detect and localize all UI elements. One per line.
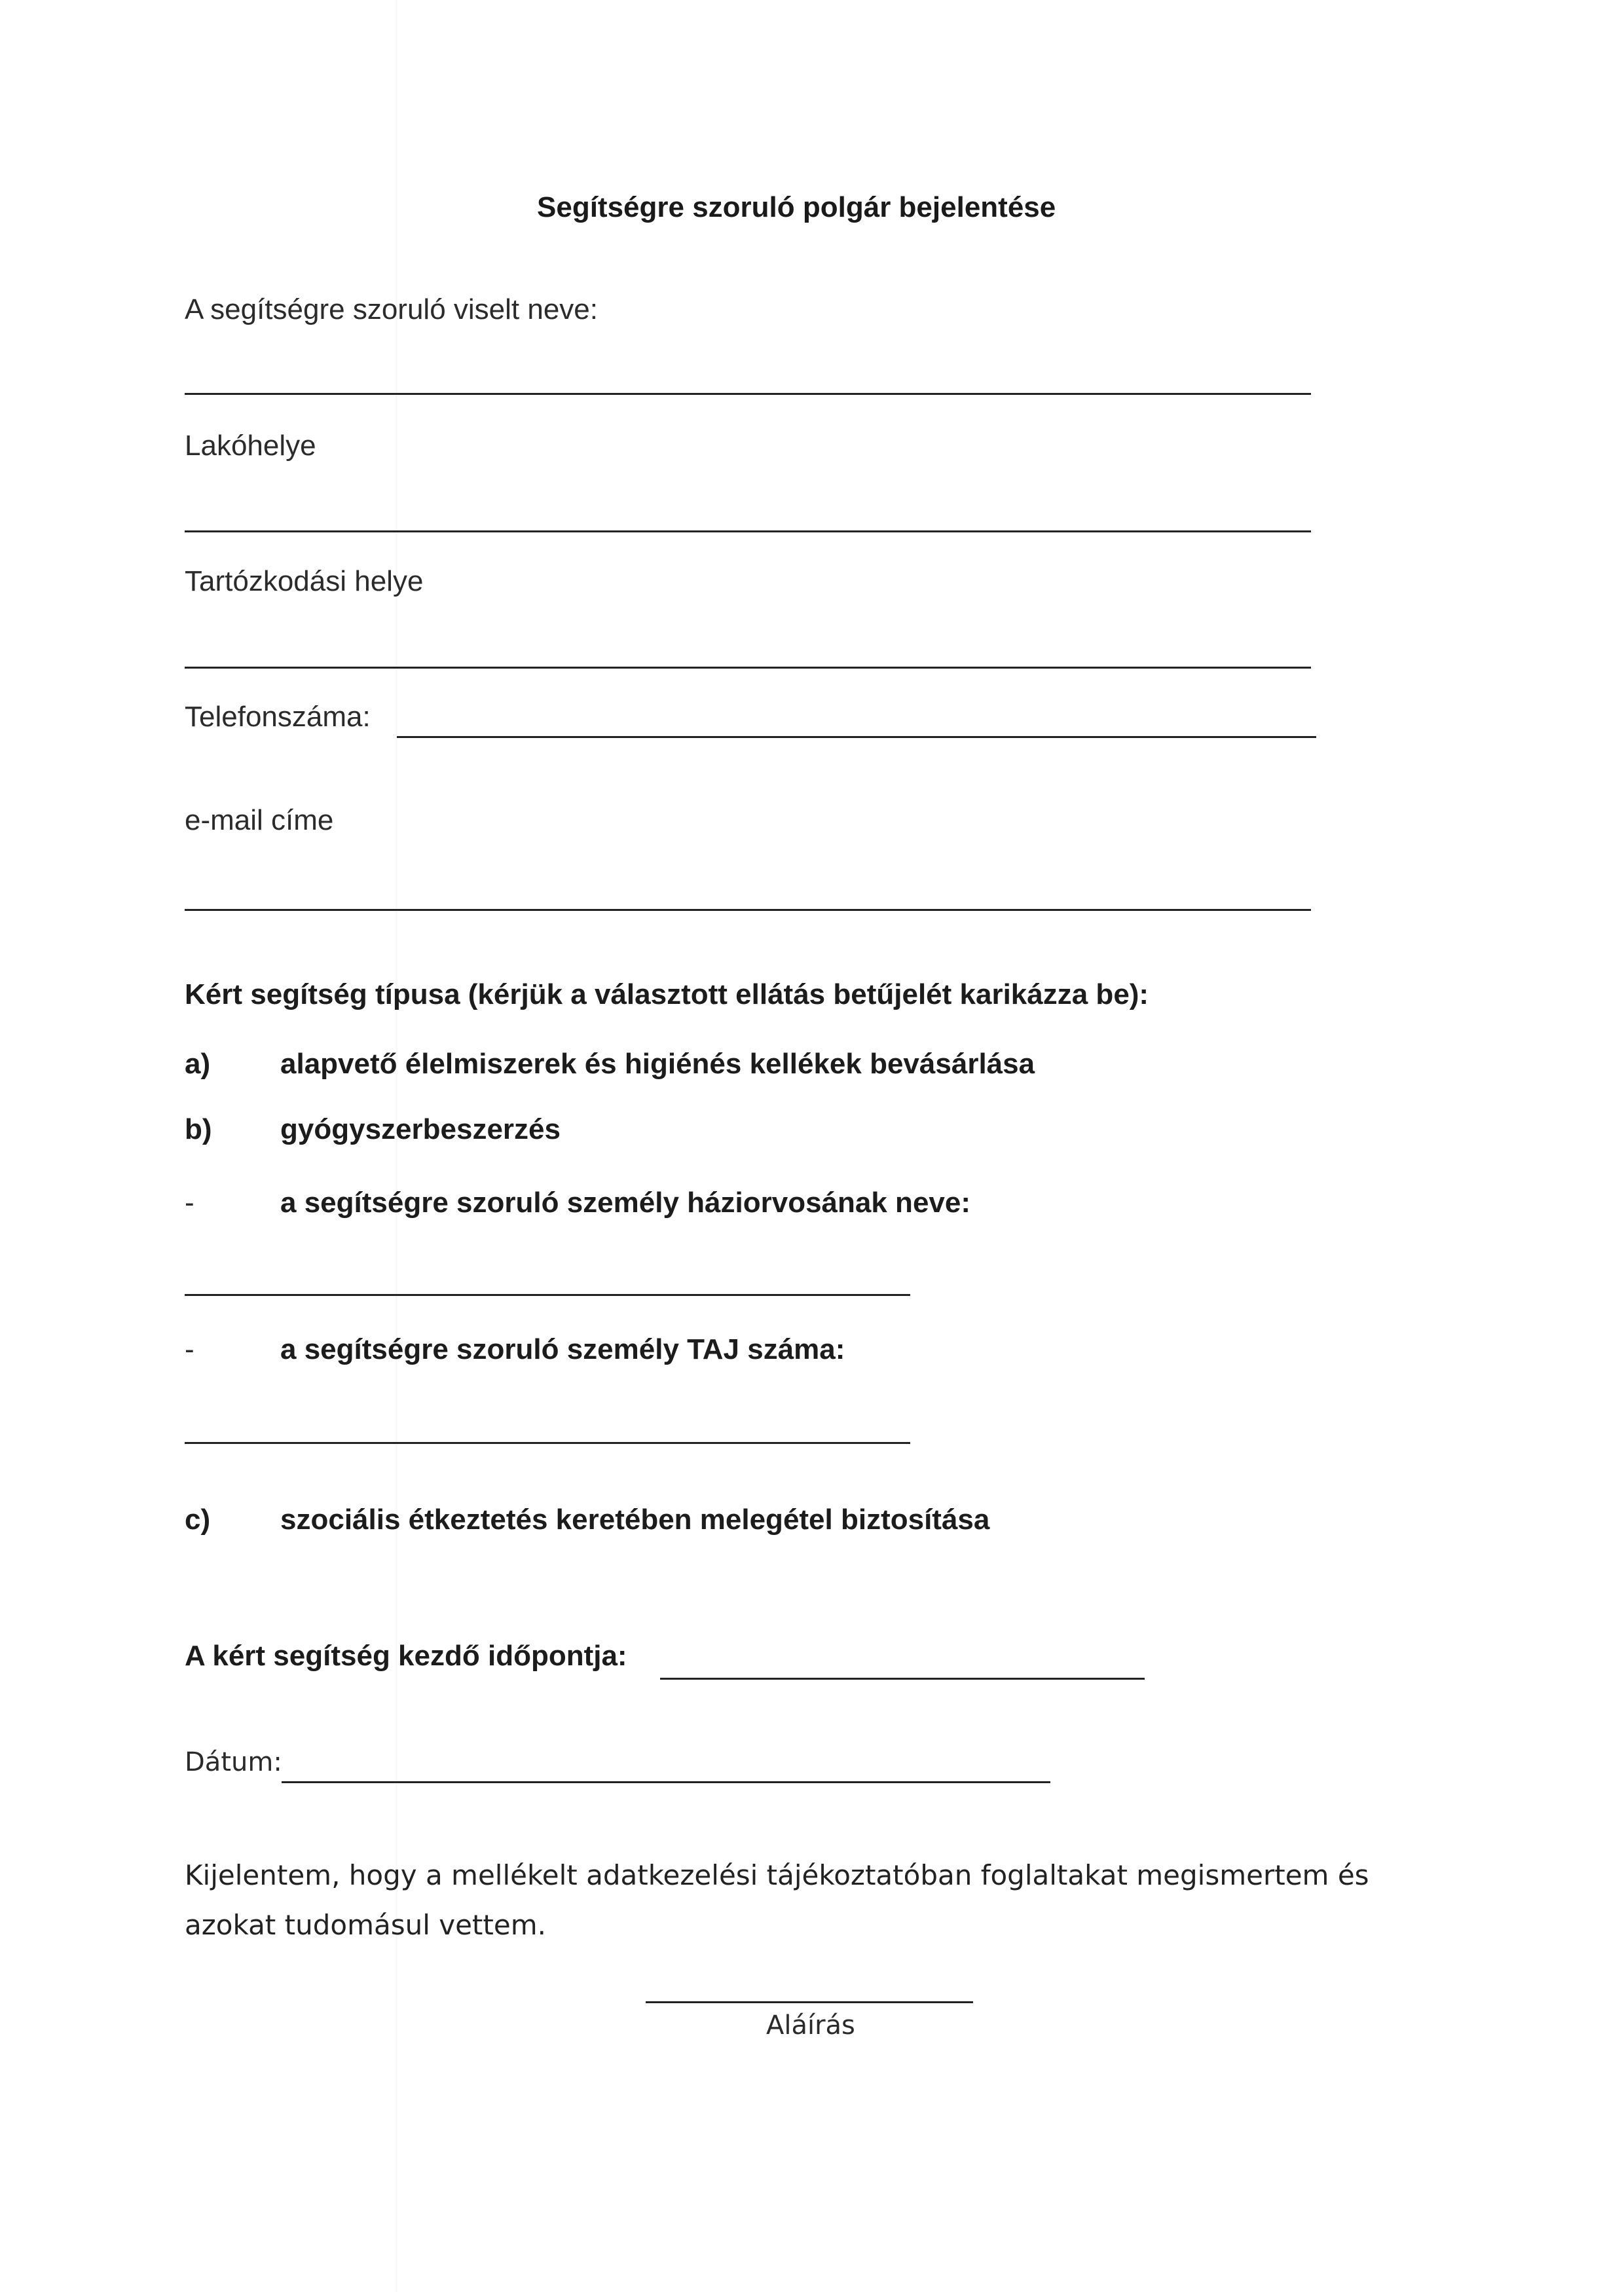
email-input-line[interactable]	[185, 909, 1311, 911]
option-c-text: szociális étkeztetés keretében melegétel biztosítása	[280, 1504, 990, 1536]
sub-item-marker: -	[185, 1333, 194, 1365]
start-date-label: A kért segítség kezdő időpontja:	[185, 1640, 627, 1672]
option-a-text: alapvető élelmiszerek és higiénés kellékek bevásárlása	[280, 1048, 1035, 1080]
stay-input-line[interactable]	[185, 667, 1311, 669]
date-input-line[interactable]	[282, 1781, 1050, 1783]
sub-item-marker: -	[185, 1187, 194, 1219]
taj-number-input-line[interactable]	[185, 1442, 910, 1444]
signature-label: Aláírás	[766, 2010, 855, 2041]
help-type-heading: Kért segítség típusa (kérjük a választott ellátás betűjelét karikázza be):	[185, 978, 1149, 1010]
start-date-input-line[interactable]	[660, 1678, 1145, 1680]
signature-line[interactable]	[646, 2001, 973, 2003]
doctor-name-input-line[interactable]	[185, 1294, 910, 1296]
stay-label: Tartózkodási helye	[185, 565, 424, 597]
phone-label: Telefonszáma:	[185, 701, 371, 733]
email-label: e-mail címe	[185, 804, 334, 836]
option-b-text: gyógyszerbeszerzés	[280, 1113, 561, 1145]
date-label: Dátum:	[185, 1747, 282, 1777]
form-title: Segítségre szoruló polgár bejelentése	[537, 191, 1056, 223]
name-label: A segítségre szoruló viselt neve:	[185, 293, 598, 325]
phone-input-line[interactable]	[397, 736, 1316, 738]
taj-number-label: a segítségre szoruló személy TAJ száma:	[280, 1333, 845, 1365]
option-a-letter[interactable]: a)	[185, 1048, 211, 1080]
residence-input-line[interactable]	[185, 530, 1311, 532]
name-input-line[interactable]	[185, 393, 1311, 395]
doctor-name-label: a segítségre szoruló személy háziorvosának neve:	[280, 1187, 971, 1219]
residence-label: Lakóhelye	[185, 430, 316, 462]
declaration-text: Kijelentem, hogy a mellékelt adatkezelési tájékoztatóban foglaltakat megismertem és azokat tudomásul vettem.	[185, 1859, 1369, 1941]
option-b-letter[interactable]: b)	[185, 1113, 212, 1145]
option-c-letter[interactable]: c)	[185, 1504, 211, 1536]
